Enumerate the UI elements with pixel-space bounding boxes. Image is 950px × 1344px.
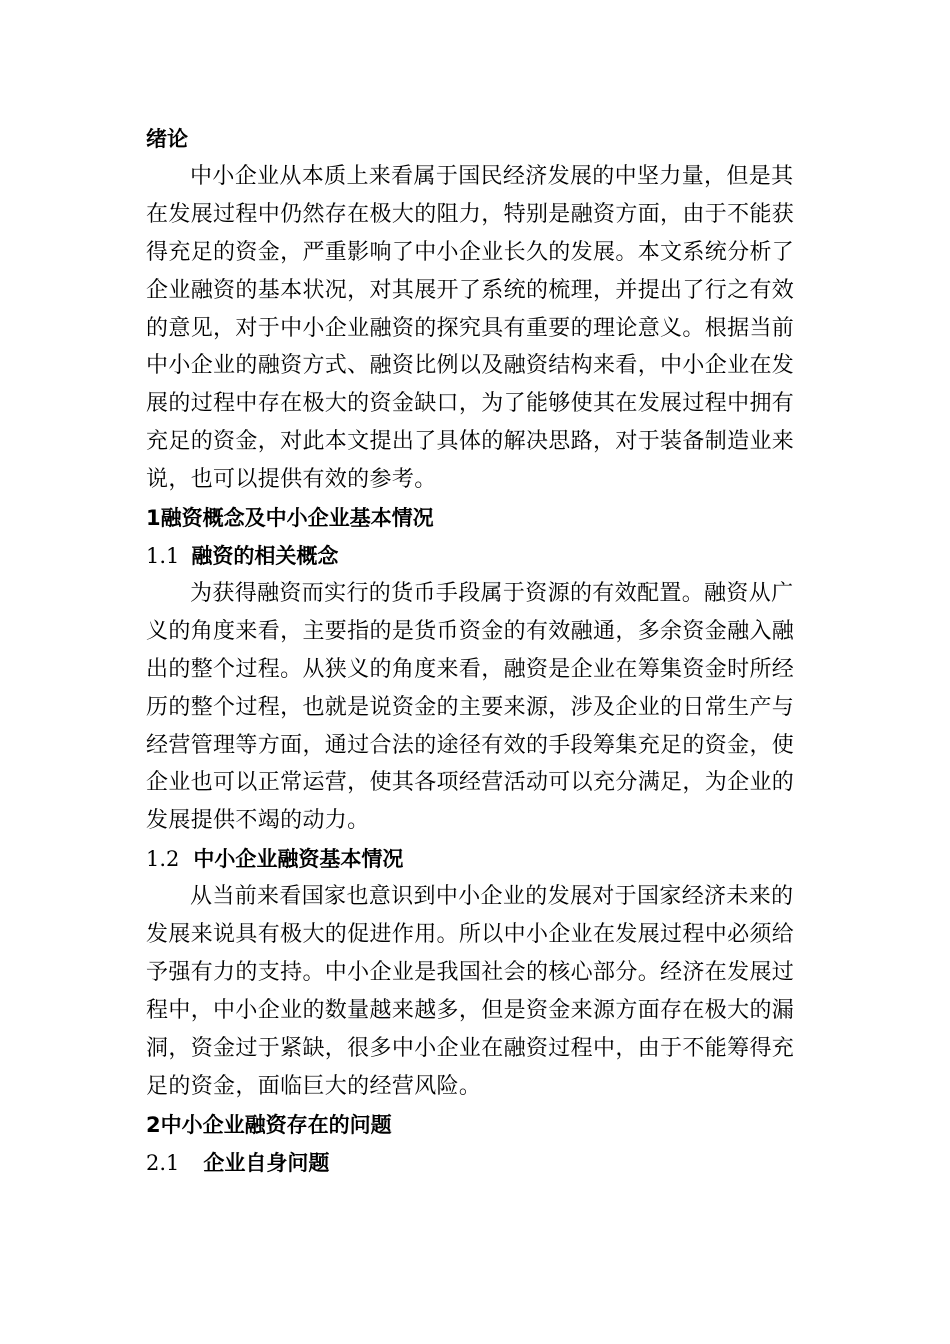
section-1-1-heading bbox=[146, 537, 796, 575]
section-1-1-paragraph bbox=[146, 575, 796, 840]
paragraph-line: 为获得融资而实行的货币手段属于资源的有效配置。融资从广 bbox=[190, 581, 794, 607]
paragraph-line: 企业也可以正常运营，使其各项经营活动可以充分满足，为企业的 bbox=[146, 770, 795, 796]
paragraph-line: 得充足的资金，严重影响了中小企业长久的发展。本文系统分析了 bbox=[146, 239, 795, 265]
paragraph-line: 的意见，对于中小企业融资的探究具有重要的理论意义。根据当前 bbox=[146, 315, 795, 341]
intro-heading bbox=[146, 120, 796, 158]
section-number: 2 bbox=[146, 1112, 161, 1137]
section-number: 1.2 bbox=[146, 847, 180, 872]
paragraph-line: 予强有力的支持。中小企业是我国社会的核心部分。经济在发展过 bbox=[146, 960, 795, 986]
section-number: 1.1 bbox=[146, 544, 180, 569]
paragraph-line: 展的过程中存在极大的资金缺口，为了能够使其在发展过程中拥有 bbox=[146, 391, 795, 417]
section-1-2-heading bbox=[146, 840, 796, 878]
section-2-heading bbox=[146, 1106, 796, 1144]
section-1-2-paragraph bbox=[146, 878, 796, 1105]
section-number: 2.1 bbox=[146, 1150, 180, 1175]
section-1-heading bbox=[146, 499, 796, 537]
paragraph-line: 出的整个过程。从狭义的角度来看，融资是企业在筹集资金时所经 bbox=[146, 656, 795, 682]
section-number: 1 bbox=[146, 506, 161, 531]
intro-title: 绪论 bbox=[146, 127, 188, 151]
paragraph-line: 足的资金，面临巨大的经营风险。 bbox=[146, 1073, 482, 1099]
paragraph-line: 经营管理等方面，通过合法的途径有效的手段筹集充足的资金，使 bbox=[146, 732, 795, 758]
section-title: 企业自身问题 bbox=[203, 1150, 330, 1175]
paragraph-line: 中小企业从本质上来看属于国民经济发展的中坚力量，但是其 bbox=[190, 164, 794, 189]
section-title: 中小企业融资基本情况 bbox=[193, 847, 404, 872]
section-2-1-heading bbox=[146, 1144, 796, 1182]
intro-paragraph bbox=[146, 158, 796, 499]
paragraph-line: 历的整个过程，也就是说资金的主要来源，涉及企业的日常生产与 bbox=[146, 694, 795, 720]
paragraph-line: 充足的资金，对此本文提出了具体的解决思路，对于装备制造业来 bbox=[146, 429, 795, 455]
section-title: 融资的相关概念 bbox=[191, 544, 339, 569]
paragraph-line: 从当前来看国家也意识到中小企业的发展对于国家经济未来的 bbox=[190, 884, 794, 910]
paragraph-line: 洞，资金过于紧缺，很多中小企业在融资过程中，由于不能筹得充 bbox=[146, 1035, 795, 1061]
paragraph-line: 在发展过程中仍然存在极大的阻力，特别是融资方面，由于不能获 bbox=[146, 201, 795, 227]
paragraph-line: 义的角度来看，主要指的是货币资金的有效融通，多余资金融入融 bbox=[146, 618, 795, 644]
paragraph-line: 发展来说具有极大的促进作用。所以中小企业在发展过程中必须给 bbox=[146, 922, 795, 948]
paragraph-line: 发展提供不竭的动力。 bbox=[146, 808, 370, 834]
section-title: 中小企业融资存在的问题 bbox=[160, 1112, 392, 1137]
paragraph-line: 说，也可以提供有效的参考。 bbox=[146, 467, 437, 493]
section-title: 融资概念及中小企业基本情况 bbox=[160, 506, 434, 531]
paragraph-line: 中小企业的融资方式、融资比例以及融资结构来看，中小企业在发 bbox=[146, 353, 795, 379]
paragraph-line: 企业融资的基本状况，对其展开了系统的梳理，并提出了行之有效 bbox=[146, 277, 795, 303]
paragraph-line: 程中，中小企业的数量越来越多，但是资金来源方面存在极大的漏 bbox=[146, 997, 795, 1023]
document-page bbox=[146, 120, 796, 1182]
